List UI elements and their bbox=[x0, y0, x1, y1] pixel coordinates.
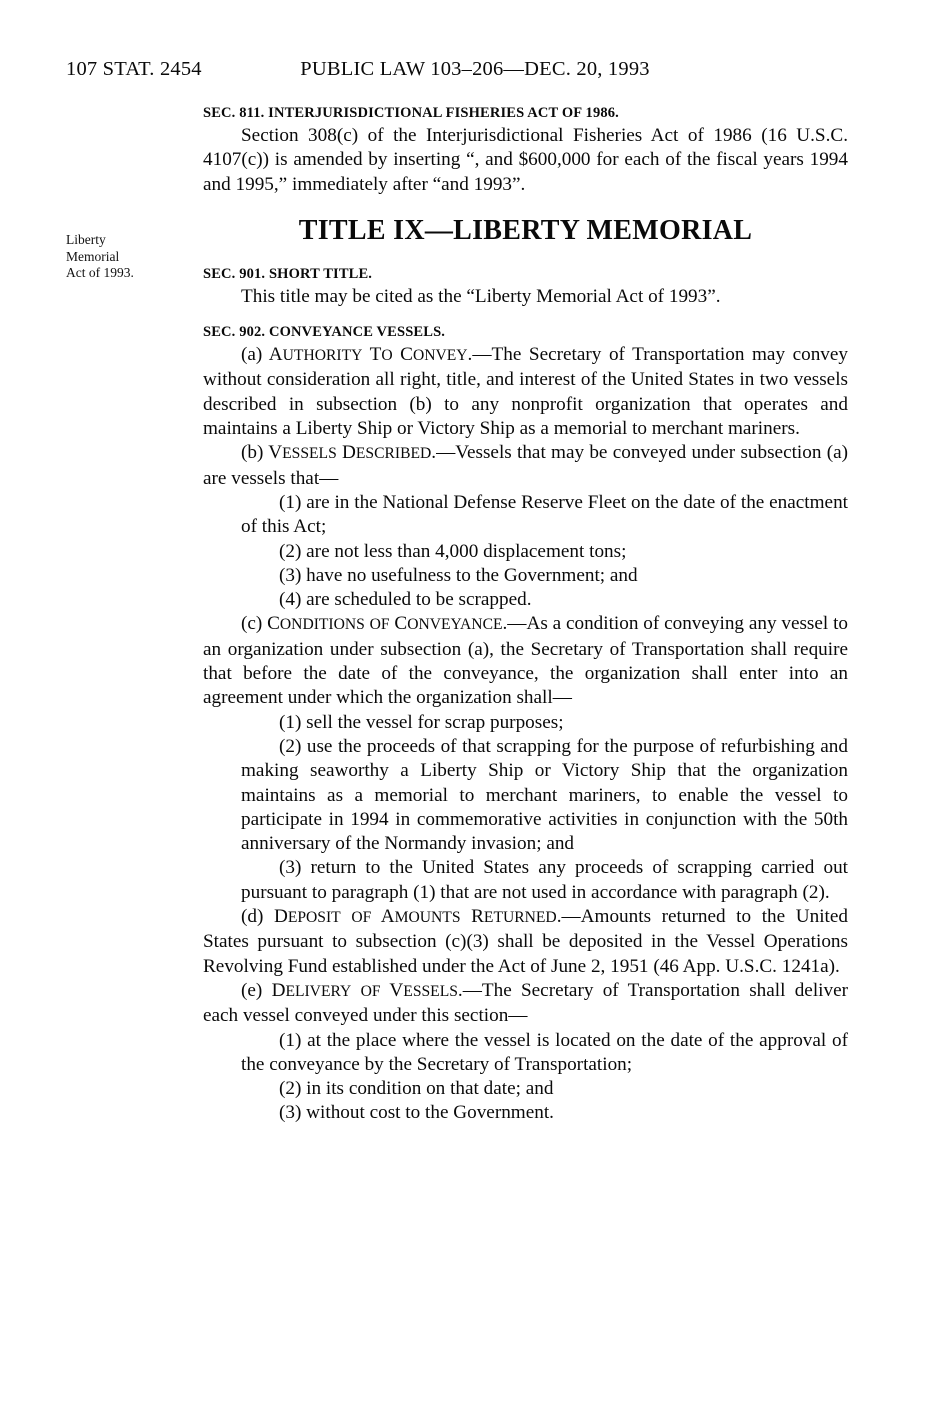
subsection-c-item-2: (2) use the proceeds of that scrapping for the purpose of refurbishing and making seaworthy a Liberty Ship or Victory Ship that the organization maintains as a memorial to merchant mariners, to enable the vessel to participate in 1994 in commemorative activities in conjunction with the 50th anniversary of the Normandy invasion; and bbox=[241, 735, 848, 855]
section-901-paragraph: This title may be cited as the “Liberty Memorial Act of 1993”. bbox=[241, 285, 721, 307]
subsection-c-label-smallcaps-2: ONVEYANCE bbox=[407, 616, 503, 634]
section-heading-902: SEC. 902. CONVEYANCE VESSELS. bbox=[203, 324, 446, 341]
subsection-b-label-smallcaps-1: ESSELS bbox=[282, 445, 337, 463]
subsection-a-label-smallcaps-1: UTHORITY bbox=[282, 347, 363, 365]
subsection-e-item-1: (1) at the place where the vessel is located on the date of the approval of the conveyance by the Secretary of Transportation; bbox=[241, 1029, 848, 1075]
subsection-a-text: .—The Secretary of Transportation may convey without consideration all right, title, and interest of the United States in two vessels described in subsection (b) to any nonprofit organization that operates and maintains a Liberty Ship or Victory Ship as a memorial to merchant mariners. bbox=[203, 344, 849, 440]
subsection-c-label-of: OF bbox=[369, 616, 390, 634]
subsection-d-label-space-1 bbox=[341, 906, 352, 927]
margin-note bbox=[66, 232, 176, 282]
subsection-b-item-1: (1) are in the National Defense Reserve Fleet on the date of the enactment of this Act; bbox=[241, 491, 848, 538]
subsection-e-label-mid-2: V bbox=[380, 979, 404, 1001]
subsection-e-label-smallcaps-1: ELIVERY bbox=[285, 982, 352, 1000]
statute-page-number: 107 STAT. 2454 bbox=[66, 58, 202, 80]
subsection-e-label-of: OF bbox=[360, 982, 381, 1000]
subsection-b-paragraph bbox=[203, 441, 848, 491]
subsection-d-label-smallcaps-3: ETURNED bbox=[483, 909, 557, 927]
section-heading-811: SEC. 811. INTERJURISDICTIONAL FISHERIES ACT OF 1986. bbox=[203, 105, 619, 121]
subsection-c-item-1: (1) sell the vessel for scrap purposes; bbox=[279, 711, 564, 733]
subsection-a-label-mid-2: C bbox=[392, 344, 413, 366]
subsection-e-label: (e) D bbox=[241, 979, 286, 1001]
subsection-d-label-of: OF bbox=[351, 909, 372, 927]
subsection-e-text: .—The Secretary of Transportation shall deliver each vessel conveyed under this section— bbox=[203, 979, 848, 1027]
subsection-c-text: .—As a condition of conveying any vessel to an organization under subsection (a), the Secretary of Transportation shall require that before the date of the conveyance, the organization shall enter into an agreement under which the organization shall— bbox=[203, 613, 848, 709]
subsection-c-paragraph bbox=[203, 612, 848, 710]
subsection-e-item-3: (3) without cost to the Government. bbox=[279, 1102, 554, 1124]
subsection-d-text: .—Amounts returned to the United States pursuant to subsection (c)(3) shall be deposited in the Vessel Operations Revolving Fund established under the Act of June 2, 1951 (46 App. U.S.C. 1241a). bbox=[203, 906, 848, 977]
subsection-e-label-smallcaps-2: ESSELS bbox=[403, 982, 458, 1000]
subsection-b-label-mid: D bbox=[336, 442, 356, 464]
subsection-b-label-smallcaps-2: ESCRIBED bbox=[355, 445, 432, 463]
subsection-e-paragraph bbox=[203, 979, 848, 1029]
subsection-e-label-space-1 bbox=[351, 980, 360, 1001]
subsection-c-label: (c) C bbox=[241, 613, 280, 635]
subsection-a-label-smallcaps-2: O bbox=[381, 347, 393, 365]
subsection-a-label-smallcaps-3: ONVEY bbox=[412, 347, 468, 365]
main-text-column bbox=[203, 104, 848, 1126]
margin-note-line-3: Act of 1993. bbox=[66, 265, 134, 280]
subsection-c-item-3: (3) return to the United States any proceeds of scrapping carried out pursuant to paragraph (1) that are not used in accordance with paragraph (2). bbox=[241, 857, 848, 903]
subsection-d-paragraph bbox=[203, 905, 848, 979]
subsection-d-label-smallcaps-2: MOUNTS bbox=[394, 909, 461, 927]
section-811-paragraph: Section 308(c) of the Interjurisdictional Fisheries Act of 1986 (16 U.S.C. 4107(c)) is amended by inserting “, and $600,000 for each of the fiscal years 1994 and 1995,” immediately after “and 1993”. bbox=[203, 125, 848, 195]
subsection-a-label-mid-1: T bbox=[362, 344, 382, 366]
subsection-d-label-smallcaps-1: EPOSIT bbox=[287, 909, 341, 927]
running-head bbox=[0, 58, 950, 84]
title-ix-heading: TITLE IX—LIBERTY MEMORIAL bbox=[298, 214, 753, 246]
subsection-b-item-2: (2) are not less than 4,000 displacement tons; bbox=[279, 540, 627, 562]
margin-note-line-1: Liberty bbox=[66, 232, 106, 247]
subsection-d-label-mid-3: R bbox=[460, 906, 484, 928]
subsection-c-label-smallcaps-1: ONDITIONS bbox=[279, 616, 365, 634]
subsection-a-label: (a) A bbox=[241, 344, 283, 366]
margin-note-line-2: Memorial bbox=[66, 248, 120, 264]
subsection-b-item-3: (3) have no usefulness to the Government; and bbox=[279, 564, 638, 586]
subsection-b-item-4: (4) are scheduled to be scrapped. bbox=[279, 589, 532, 611]
public-law-citation: PUBLIC LAW 103–206—DEC. 20, 1993 bbox=[300, 58, 650, 80]
subsection-b-text: .—Vessels that may be conveyed under subsection (a) are vessels that— bbox=[203, 442, 848, 489]
subsection-e-item-2: (2) in its condition on that date; and bbox=[279, 1078, 554, 1100]
subsection-a-paragraph bbox=[203, 343, 848, 441]
subsection-b-label: (b) V bbox=[241, 442, 283, 464]
subsection-d-label-mid-2: A bbox=[371, 906, 395, 928]
subsection-d-label: (d) D bbox=[241, 906, 288, 928]
subsection-c-label-mid-2: C bbox=[389, 613, 408, 635]
section-heading-901: SEC. 901. SHORT TITLE. bbox=[203, 265, 373, 282]
